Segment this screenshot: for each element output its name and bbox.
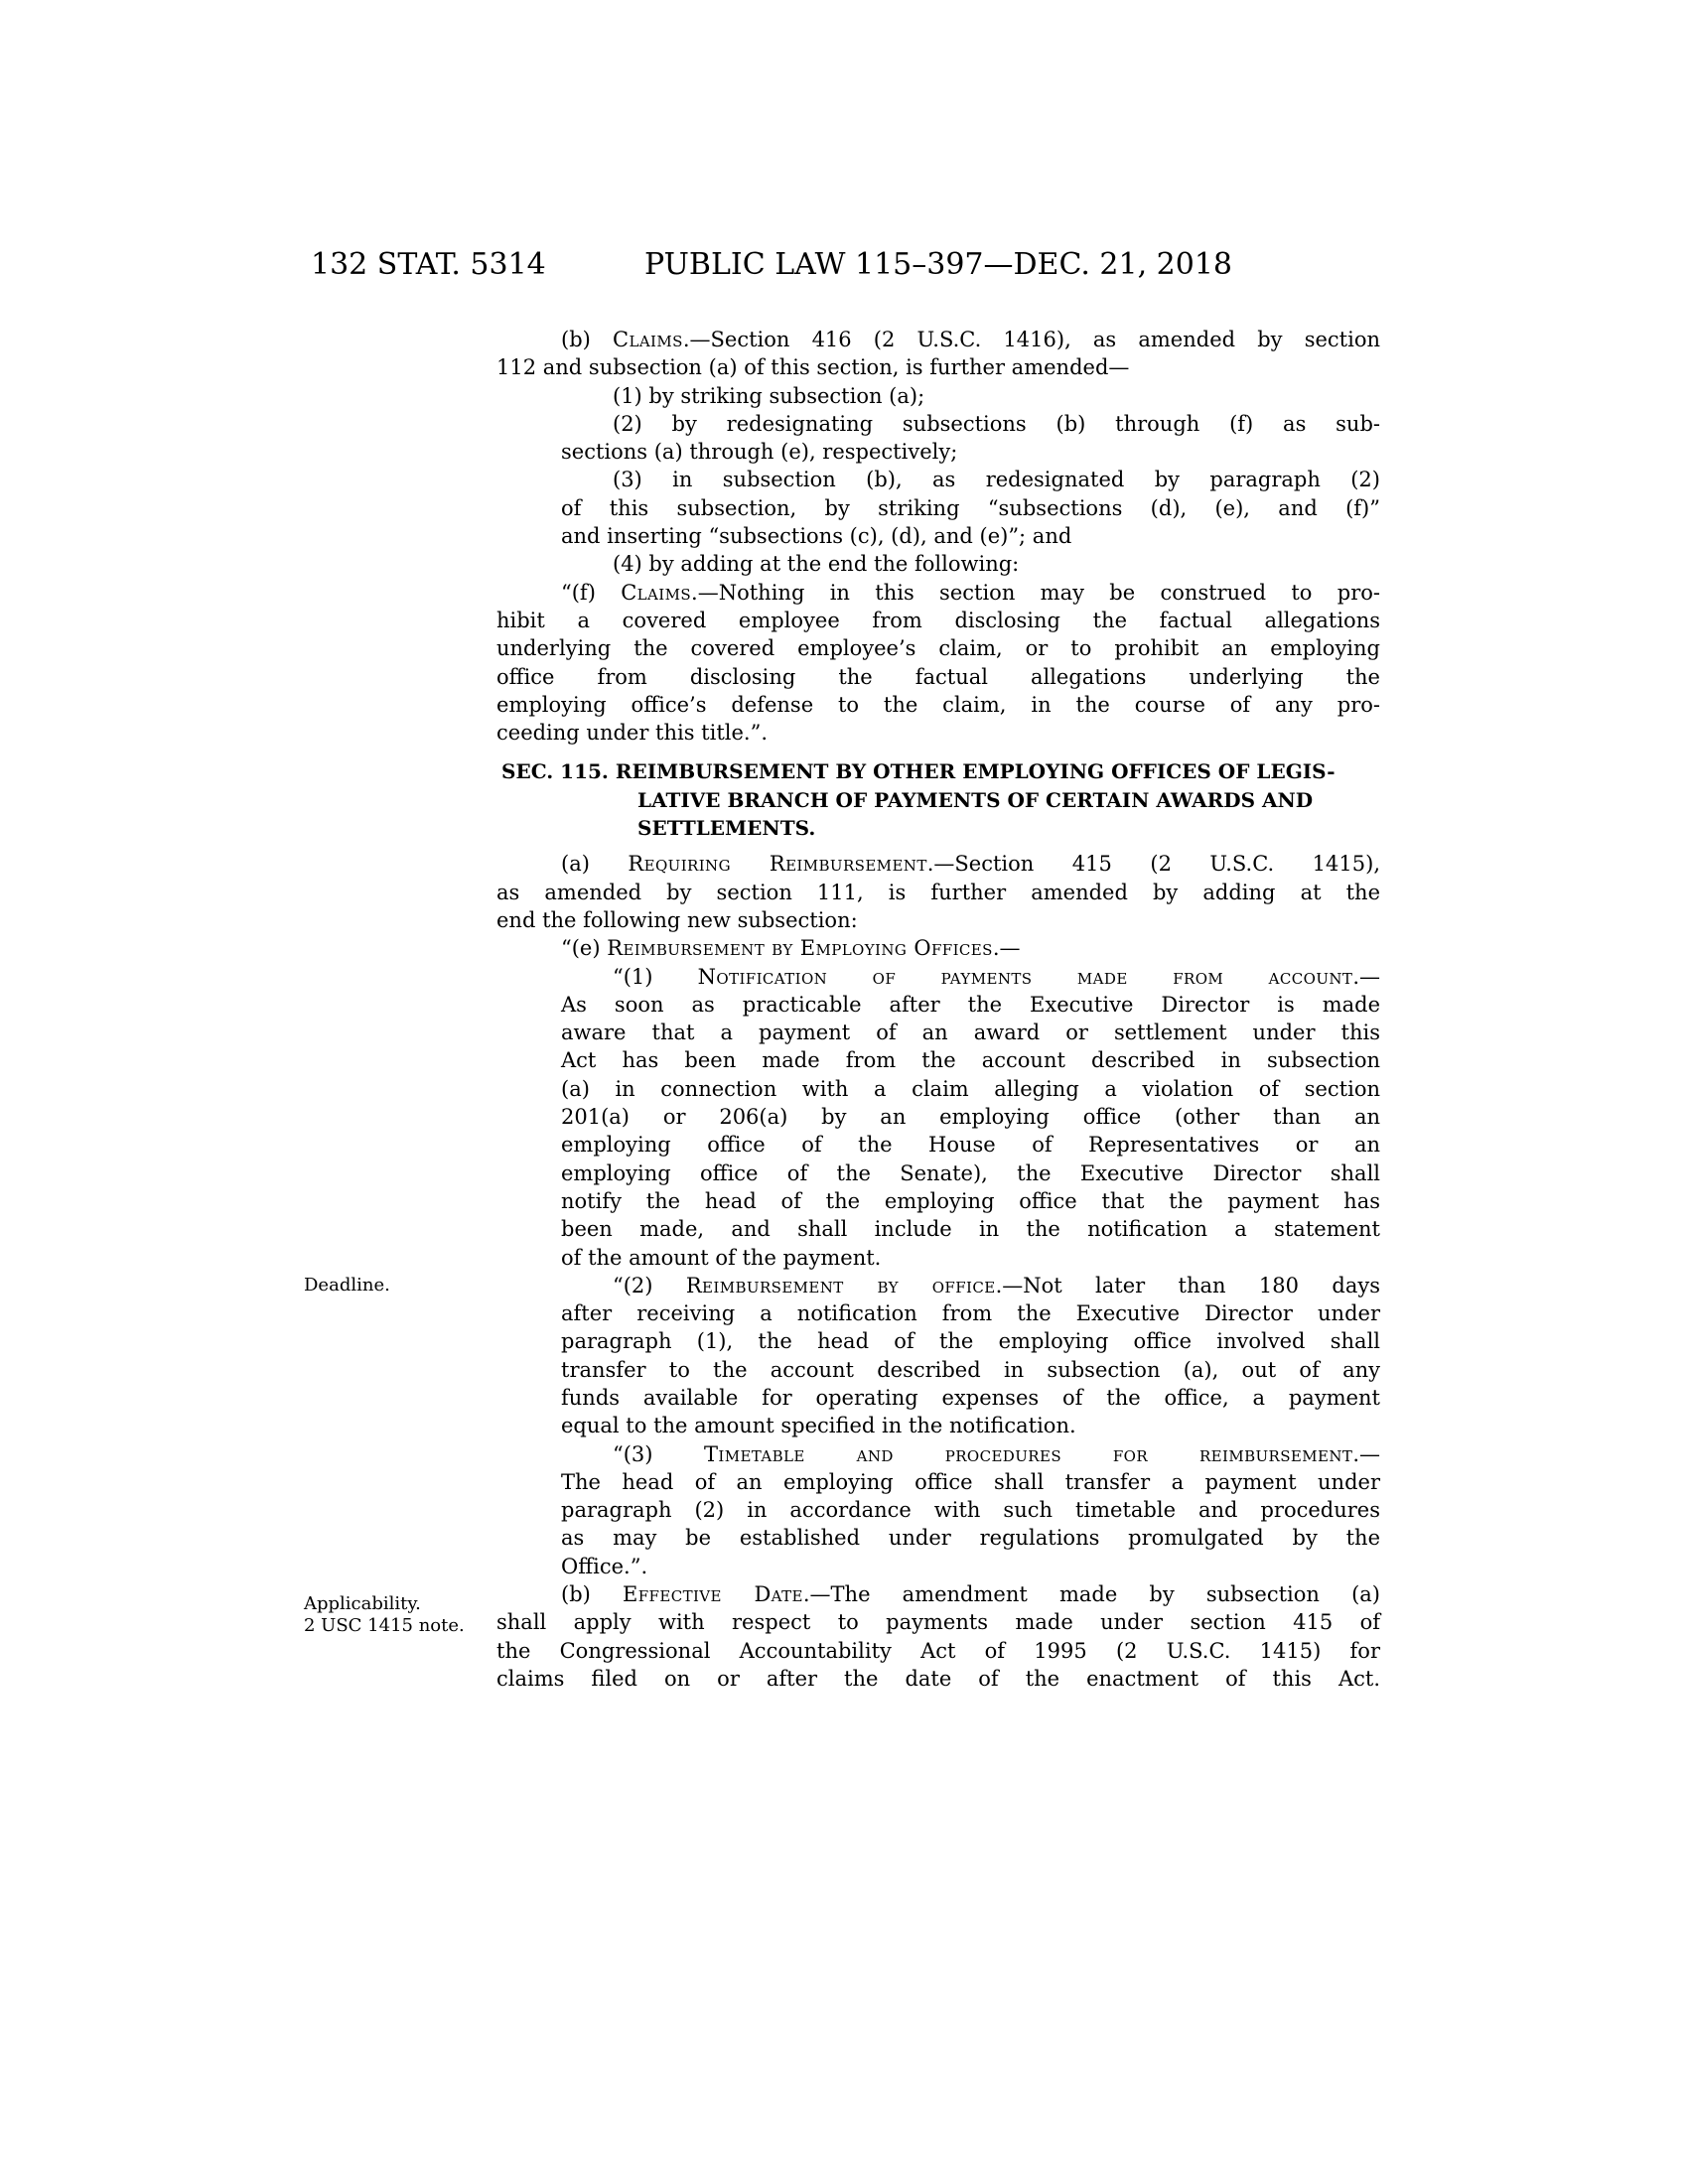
text-run: of this subsection, by striking “subsections (d), (e), and (f)” [561, 495, 1380, 520]
small-caps-run: Claims [621, 580, 692, 605]
text-line [496, 1553, 1380, 1580]
text-line [496, 1244, 1380, 1272]
text-run: .—Section 416 (2 U.S.C. 1416), as amended by section [682, 328, 1380, 351]
text-line [496, 522, 1380, 550]
text-run: .— [992, 936, 1021, 961]
text-run: (2) by redesignating subsections (b) through (f) as sub- [613, 411, 1380, 436]
text-line [496, 1046, 1380, 1074]
margin-note-applicability [304, 1593, 483, 1637]
text-run: notify the head of the employing office that the payment has [561, 1188, 1380, 1213]
text-run: (a) [561, 852, 629, 877]
text-line [496, 1608, 1380, 1636]
text-line [496, 934, 1380, 962]
text-run: underlying the covered employee’s claim, or to prohibit an employing [496, 636, 1380, 661]
text-run: .—Section 415 (2 U.S.C. 1415), [926, 852, 1380, 877]
text-line [496, 353, 1380, 381]
text-line [496, 1160, 1380, 1187]
text-line [496, 1412, 1380, 1439]
text-line [496, 663, 1380, 691]
text-line [496, 1131, 1380, 1159]
small-caps-run: Requiring Reimbursement [628, 852, 927, 877]
text-line [496, 326, 1380, 353]
text-run: SETTLEMENTS. [637, 816, 816, 841]
text-run: ceeding under this title.”. [496, 721, 769, 746]
running-header-law-title: PUBLIC LAW 115–397—DEC. 21, 2018 [643, 247, 1233, 282]
text-run: LATIVE BRANCH OF PAYMENTS OF CERTAIN AWARDS AND [637, 787, 1314, 812]
small-caps-run: Reimbursement by office [685, 1273, 996, 1297]
text-run: as amended by section 111, is further amended by adding at the [496, 880, 1380, 904]
text-run: end the following new subsection: [496, 907, 858, 932]
page-number-stat-citation: 132 STAT. 5314 [311, 247, 546, 282]
text-line [496, 607, 1380, 634]
text-line [496, 550, 1380, 578]
text-line [496, 1496, 1380, 1524]
text-line [496, 1524, 1380, 1552]
text-run: (b) [561, 328, 613, 351]
text-line [496, 1468, 1380, 1496]
small-caps-run: Effective Date [623, 1582, 803, 1607]
text-run: office from disclosing the factual allegations underlying the [496, 664, 1380, 689]
section-heading [496, 757, 1380, 842]
text-run: SEC. 115. REIMBURSEMENT BY OTHER EMPLOYING OFFICES OF LEGIS- [501, 759, 1336, 784]
text-run: 112 and subsection (a) of this section, is further amended— [496, 355, 1130, 380]
text-run: “(3) [613, 1441, 704, 1466]
text-run: (b) [561, 1582, 623, 1607]
text-run: Office.”. [561, 1554, 648, 1578]
text-run: of the amount of the payment. [561, 1245, 882, 1270]
text-line [496, 1665, 1380, 1693]
small-caps-run: Claims [613, 328, 683, 351]
text-line [496, 494, 1380, 522]
text-line [496, 1580, 1380, 1608]
margin-note-applicability-label: Applicability. [304, 1593, 421, 1614]
text-line [496, 1440, 1380, 1468]
text-line [496, 757, 1380, 785]
text-line [496, 1637, 1380, 1665]
text-line [496, 382, 1380, 410]
text-line [496, 1075, 1380, 1103]
text-run: .—Not later than 180 days [995, 1273, 1380, 1297]
text-line [496, 1187, 1380, 1215]
text-run: claims filed on or after the date of the enactment of this Act. [496, 1666, 1380, 1691]
text-line [496, 634, 1380, 662]
margin-note-deadline: Deadline. [304, 1275, 390, 1296]
text-line [496, 879, 1380, 906]
text-run: sections (a) through (e), respectively; [561, 440, 958, 465]
text-run: (4) by adding at the end the following: [613, 552, 1020, 577]
text-run: as may be established under regulations promulgated by the [561, 1526, 1380, 1551]
text-run: aware that a payment of an award or settlement under this [561, 1021, 1380, 1045]
text-run: “(f) [561, 580, 622, 605]
text-line [496, 410, 1380, 438]
text-run: been made, and shall include in the notification a statement [561, 1217, 1380, 1242]
paragraph [496, 326, 1380, 747]
text-line [496, 1327, 1380, 1355]
text-run: Act has been made from the account described in subsection [561, 1048, 1380, 1073]
text-line [496, 719, 1380, 747]
text-run: employing office of the Senate), the Executive Director shall [561, 1160, 1380, 1185]
text-line [496, 1299, 1380, 1327]
text-line [496, 814, 1380, 842]
text-run: .— [1352, 1441, 1380, 1466]
text-line [496, 850, 1380, 878]
text-run: “(2) [613, 1273, 686, 1297]
text-line [496, 438, 1380, 466]
text-run: .—Nothing in this section may be construed to pro- [691, 580, 1380, 605]
text-run: transfer to the account described in subsection (a), out of any [561, 1357, 1380, 1382]
text-line [496, 963, 1380, 991]
text-run: and inserting “subsections (c), (d), and (e)”; and [561, 524, 1072, 549]
text-line [496, 906, 1380, 934]
text-line [496, 1272, 1380, 1299]
text-line [496, 1356, 1380, 1384]
text-line [496, 991, 1380, 1019]
text-run: .—The amendment made by subsection (a) [802, 1582, 1380, 1607]
text-run: (1) by striking subsection (a); [613, 383, 925, 408]
small-caps-run: Notification of payments made from account [697, 964, 1353, 989]
text-run: paragraph (2) in accordance with such timetable and procedures [561, 1498, 1380, 1523]
text-line [496, 1384, 1380, 1412]
text-run: “(1) [613, 964, 698, 989]
text-line [496, 1103, 1380, 1131]
text-run: employing office’s defense to the claim, in the course of any pro- [496, 692, 1380, 717]
text-run: (3) in subsection (b), as redesignated by paragraph (2) [613, 468, 1380, 492]
text-run: the Congressional Accountability Act of 1995 (2 U.S.C. 1415) for [496, 1638, 1380, 1663]
text-run: As soon as practicable after the Executive Director is made [561, 992, 1380, 1017]
paragraph [496, 850, 1380, 1693]
small-caps-run: Reimbursement by Employing Offices [607, 936, 993, 961]
text-run: (a) in connection with a claim alleging a violation of section [561, 1076, 1380, 1101]
text-run: The head of an employing office shall transfer a payment under [561, 1469, 1380, 1494]
text-line [496, 1215, 1380, 1243]
text-line [496, 579, 1380, 607]
text-run: funds available for operating expenses of the office, a payment [561, 1385, 1380, 1410]
small-caps-run: Timetable and procedures for reimbursement [703, 1441, 1353, 1466]
text-run: after receiving a notification from the Executive Director under [561, 1301, 1380, 1326]
text-line [496, 786, 1380, 814]
text-line [496, 691, 1380, 719]
margin-note-usc-citation: 2 USC 1415 note. [304, 1615, 465, 1636]
body-column [496, 326, 1380, 1693]
text-line [496, 466, 1380, 493]
text-run: shall apply with respect to payments made under section 415 of [496, 1610, 1380, 1635]
text-run: paragraph (1), the head of the employing office involved shall [561, 1329, 1380, 1354]
text-line [496, 1019, 1380, 1046]
text-run: .— [1352, 964, 1380, 989]
text-run: 201(a) or 206(a) by an employing office (other than an [561, 1105, 1380, 1130]
text-run: employing office of the House of Representatives or an [561, 1133, 1380, 1158]
text-run: “(e) [561, 936, 608, 961]
text-run: hibit a covered employee from disclosing the factual allegations [496, 608, 1380, 632]
text-run: equal to the amount specified in the notification. [561, 1414, 1076, 1438]
